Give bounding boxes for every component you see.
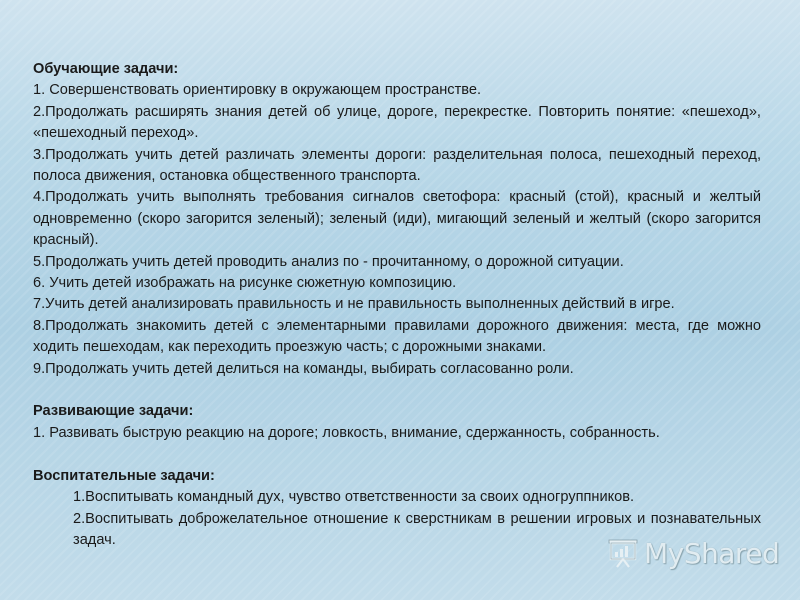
teaching-heading: Обучающие задачи: xyxy=(33,61,179,77)
teaching-item-1: 1. Совершенствовать ориентировку в окружающем пространстве. xyxy=(33,82,482,99)
teaching-item-9: 9.Продолжать учить детей делиться на команды, выбирать согласованно роли. xyxy=(33,360,574,377)
watermark-text: MyShared xyxy=(644,536,780,570)
section-spacer xyxy=(33,380,761,401)
section-spacer xyxy=(33,444,761,465)
teaching-section xyxy=(33,59,761,380)
teaching-item-2: 2.Продолжать расширять знания детей об улице, дороге, перекрестке. Повторить понятие: «пешеход», «пешеходный переход». xyxy=(33,103,761,142)
developing-item-1: 1. Развивать быструю реакцию на дороге; ловкость, внимание, сдержанность, собранность. xyxy=(33,424,660,441)
educational-item-2: 2.Воспитывать доброжелательное отношение к сверстникам в решении игровых и познавательных задач. xyxy=(73,510,761,548)
slide-content xyxy=(33,59,761,551)
teaching-item-6: 6. Учить детей изображать на рисунке сюжетную композицию. xyxy=(33,275,457,292)
teaching-item-4: 4.Продолжать учить выполнять требования сигналов светофора: красный (стой), красный и желтый одновременно (скоро загорится зеленый); зеленый (иди), мигающий зеленый и желтый (скоро загорится красный). xyxy=(33,189,761,249)
developing-heading: Развивающие задачи: xyxy=(33,403,194,420)
teaching-item-7: 7.Учить детей анализировать правильность и не правильность выполненных действий в игре. xyxy=(33,296,675,313)
teaching-item-5: 5.Продолжать учить детей проводить анализ по - прочитанному, о дорожной ситуации. xyxy=(33,253,624,270)
educational-item-1: 1.Воспитывать командный дух, чувство ответственности за своих одногруппников. xyxy=(73,489,635,506)
developing-section xyxy=(33,401,761,444)
watermark xyxy=(606,536,779,570)
teaching-item-8: 8.Продолжать знакомить детей с элементарными правилами дорожного движения: места, где можно ходить пешеходам, как переходить проезжую часть; с дорожными знаками. xyxy=(33,317,761,356)
teaching-item-3: 3.Продолжать учить детей различать элементы дороги: разделительная полоса, пешеходный переход, полоса движения, остановка общественного транспорта. xyxy=(33,146,761,185)
educational-heading: Воспитательные задачи: xyxy=(33,467,215,484)
presentation-board-icon xyxy=(606,536,640,570)
